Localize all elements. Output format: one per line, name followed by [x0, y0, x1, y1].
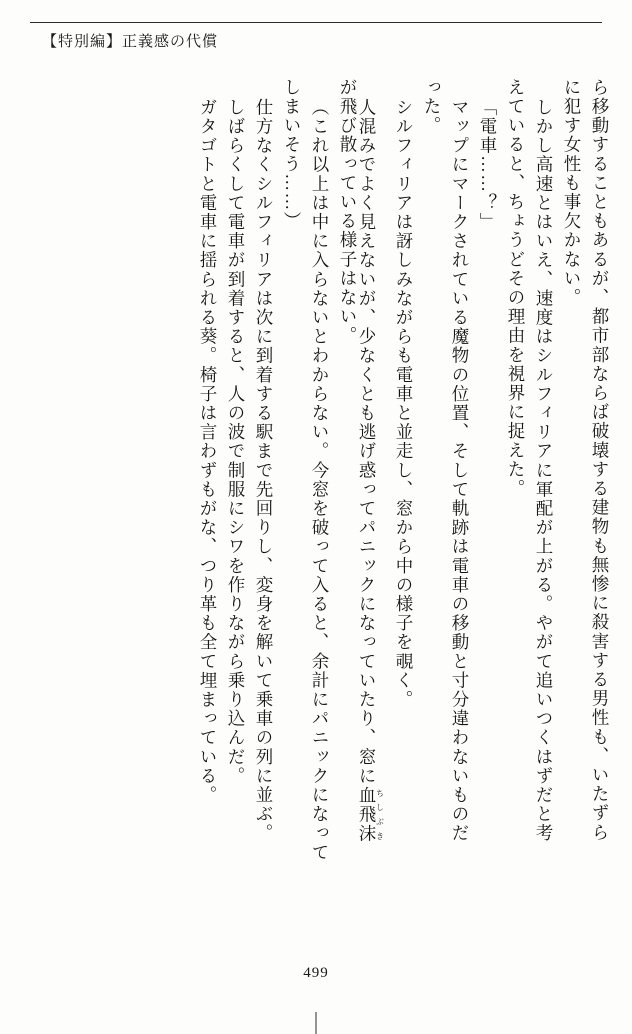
text-column: が飛び散っている様子はない。: [338, 78, 358, 346]
text-column: ら移動することもあるが、都市部ならば破壊する建物も無惨に殺害する男性も、いたずら: [590, 78, 610, 842]
text-column: マップにマークされている魔物の位置、そして軌跡は電車の移動と寸分違わないものだ: [450, 98, 470, 843]
text-column: ガタゴトと電車に揺られる葵。椅子は言わずもがな、つり革も全て埋まっている。: [198, 98, 218, 805]
footer-tick: [316, 1012, 317, 1034]
page-number: 499: [303, 965, 329, 981]
text-column: しばらくして電車が到着すると、人の波で制服にシワを作りながら乗り込んだ。: [226, 98, 246, 786]
running-head: 【特別編】正義感の代償: [42, 34, 219, 50]
text-column: しまいそう……）: [282, 78, 302, 231]
ruby-term: 血飛沫ちしぶき: [357, 785, 385, 843]
text-column-with-ruby: 人混みでよく見えないが、少なくとも逃げ惑ってパニックになっていたり、窓に血飛沫ちしぶき: [357, 98, 385, 843]
text-column: （これ以上は中に入らないとわからない。今窓を破って入ると、余計にパニックになって: [310, 98, 330, 862]
text-column: シルフィリアは訝しみながらも電車と並走し、窓から中の様子を覗く。: [394, 98, 414, 710]
text-column: しかし高速とはいえ、速度はシルフィリアに軍配が上がる。やがて追いつくはずだと考: [534, 98, 554, 843]
header-rule: [30, 22, 602, 23]
text-column: えていると、ちょうどその理由を視界に捉えた。: [506, 78, 526, 499]
vertical-text-body: [28, 78, 608, 938]
text-column: った。: [422, 78, 442, 136]
text-column: 「電車……？」: [478, 98, 498, 232]
text-column: 仕方なくシルフィリアは次に到着する駅まで先回りし、変身を解いて乗車の列に並ぶ。: [254, 98, 274, 843]
text-column: に犯す女性も事欠かない。: [562, 78, 582, 308]
